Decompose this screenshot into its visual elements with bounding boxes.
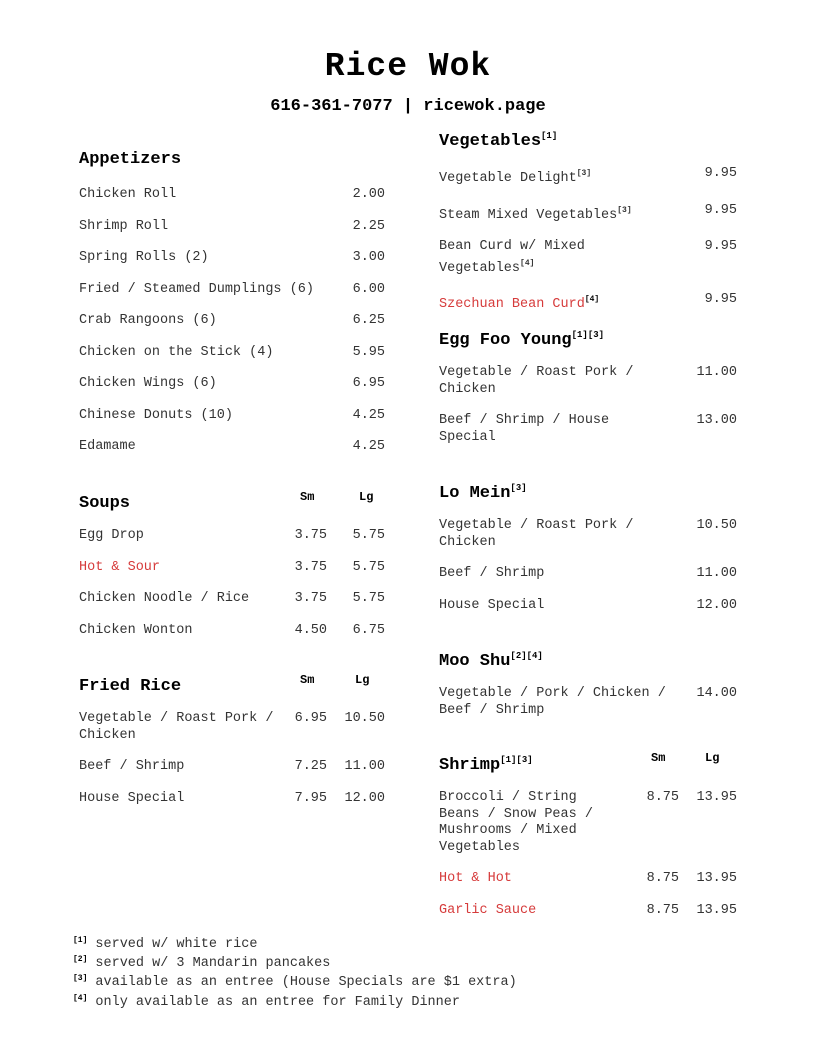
item-price: 13.00 <box>696 413 737 428</box>
item-price-large: 13.95 <box>696 790 737 805</box>
item-name: Fried / Steamed Dumplings (6) <box>79 281 314 297</box>
section-egg-foo-young <box>439 330 737 461</box>
menu-item <box>79 408 385 425</box>
item-price-large: 5.75 <box>352 528 385 543</box>
item-name: Beef / Shrimp / House Special <box>439 413 610 445</box>
section-lo-mein <box>439 483 737 629</box>
item-price: 9.95 <box>704 239 737 254</box>
item-price-large: 6.75 <box>352 622 385 638</box>
footnote-ref: [4] <box>520 258 535 268</box>
menu-item <box>439 365 737 398</box>
item-price: 14.00 <box>696 686 737 701</box>
item-price: 10.50 <box>696 518 737 533</box>
item-price-large: 10.50 <box>344 711 385 726</box>
item-price: 6.95 <box>352 376 385 391</box>
menu-item <box>79 591 385 608</box>
item-name: Shrimp Roll <box>79 218 169 234</box>
item-price: 5.95 <box>352 344 385 360</box>
footnote-ref: [2][4] <box>510 651 543 661</box>
menu-item <box>439 566 737 583</box>
item-price-small: 8.75 <box>646 871 679 886</box>
item-price-large: 11.00 <box>344 759 385 774</box>
footnote-mark: [2] <box>73 955 88 965</box>
footnote-ref: [1][3] <box>500 755 533 765</box>
menu-item <box>79 759 385 776</box>
item-price-small: 8.75 <box>646 790 679 805</box>
item-price-small: 7.95 <box>294 790 327 806</box>
menu-item <box>79 711 385 744</box>
size-large-header: Lg <box>705 751 720 765</box>
footnote <box>73 989 517 1008</box>
footnote-ref: [3] <box>576 169 592 178</box>
menu-item <box>79 250 385 267</box>
size-large-header: Lg <box>359 490 374 504</box>
item-name: Garlic Sauce <box>439 902 537 918</box>
item-name: Chicken Wonton <box>79 622 193 638</box>
footnote-text: only available as an entree for Family Dinner <box>95 994 460 1010</box>
footnote <box>73 931 517 950</box>
menu-item <box>79 219 385 236</box>
menu-item <box>79 528 385 545</box>
section-title: Soups <box>79 494 131 513</box>
menu-item <box>79 623 385 640</box>
footnote-mark: [1] <box>73 936 88 945</box>
item-name: Chicken Wings (6) <box>79 376 217 391</box>
item-price: 2.25 <box>352 218 385 234</box>
item-name: Hot & Hot <box>439 871 512 886</box>
item-price-large: 5.75 <box>352 559 385 575</box>
item-name: Spring Rolls (2) <box>79 250 209 265</box>
item-name: House Special <box>79 790 185 806</box>
section-shrimp <box>439 751 737 934</box>
item-name: Bean Curd w/ Mixed Vegetables[4] <box>439 239 585 276</box>
section-title: Moo Shu[2][4] <box>439 651 543 671</box>
menu-item <box>79 345 385 362</box>
item-name: Egg Drop <box>79 528 144 543</box>
menu-item <box>439 790 737 856</box>
section-moo-shu <box>439 651 737 734</box>
item-name: Chinese Donuts (10) <box>79 407 233 423</box>
item-name: Edamame <box>79 439 136 454</box>
item-name: Vegetable Delight[3] <box>439 169 592 186</box>
section-title: Appetizers <box>79 150 182 169</box>
item-price: 11.00 <box>696 365 737 380</box>
item-price-small: 4.50 <box>294 622 327 638</box>
menu-item <box>79 376 385 393</box>
footnote-text: served w/ 3 Mandarin pancakes <box>95 956 331 972</box>
footnote-ref: [4] <box>584 295 600 304</box>
size-small-header: Sm <box>651 751 666 765</box>
item-name: House Special <box>439 597 545 613</box>
menu-item <box>439 166 737 188</box>
item-price: 6.25 <box>352 313 385 328</box>
menu-item <box>439 871 737 888</box>
item-name: Beef / Shrimp <box>79 759 185 774</box>
menu-item <box>79 187 385 204</box>
item-price-small: 3.75 <box>294 559 327 575</box>
menu-item <box>439 518 737 551</box>
item-name: Crab Rangoons (6) <box>79 313 217 328</box>
section-title: Shrimp[1][3] <box>439 755 533 775</box>
footnote-ref: [1] <box>541 131 558 141</box>
menu-item <box>439 203 737 225</box>
item-price-large: 12.00 <box>344 790 385 806</box>
size-small-header: Sm <box>300 490 315 504</box>
item-price-small: 8.75 <box>646 902 679 918</box>
menu-item <box>439 903 737 920</box>
section-title: Egg Foo Young[1][3] <box>439 330 605 350</box>
item-price: 9.95 <box>704 166 737 181</box>
footnote-mark: [3] <box>73 974 88 984</box>
item-price: 9.95 <box>704 202 737 218</box>
item-price: 4.25 <box>352 407 385 423</box>
item-name: Beef / Shrimp <box>439 566 545 581</box>
item-name: Chicken Roll <box>79 187 177 202</box>
section-fried-rice <box>79 673 385 822</box>
menu-item <box>439 292 737 314</box>
item-price-small: 6.95 <box>294 711 327 726</box>
item-name: Vegetable / Roast Pork / Chicken <box>79 711 274 743</box>
menu-item <box>439 598 737 615</box>
item-price: 12.00 <box>696 597 737 613</box>
item-price: 9.95 <box>704 292 737 307</box>
menu-item <box>439 413 737 446</box>
menu-item <box>79 439 385 456</box>
item-price-large: 13.95 <box>696 902 737 918</box>
menu-item <box>79 791 385 808</box>
item-name: Steam Mixed Vegetables[3] <box>439 205 632 223</box>
size-large-header: Lg <box>355 673 370 687</box>
footnote <box>73 950 517 972</box>
footnote-text: available as an entree (House Specials are $1 extra) <box>95 975 517 991</box>
menu-item <box>79 560 385 577</box>
footnote-text: served w/ white rice <box>95 937 258 952</box>
restaurant-title: Rice Wok <box>324 48 492 85</box>
item-price-large: 13.95 <box>696 871 737 886</box>
footnote-ref: [3] <box>617 205 632 215</box>
item-name: Vegetable / Roast Pork / Chicken <box>439 365 634 397</box>
footnote <box>73 969 517 991</box>
item-price: 2.00 <box>352 187 385 202</box>
item-price: 6.00 <box>352 281 385 297</box>
section-title: Lo Mein[3] <box>439 483 527 503</box>
item-price-small: 3.75 <box>294 528 327 543</box>
menu-item <box>79 282 385 299</box>
section-soups <box>79 490 385 654</box>
item-name: Chicken on the Stick (4) <box>79 344 274 360</box>
footnote-ref: [1][3] <box>571 330 605 340</box>
section-title: Vegetables[1] <box>439 131 558 151</box>
item-price: 4.25 <box>352 439 385 454</box>
item-name: Szechuan Bean Curd[4] <box>439 295 600 312</box>
section-title: Fried Rice <box>79 677 182 696</box>
item-name: Hot & Sour <box>79 559 161 575</box>
menu-item <box>439 239 737 277</box>
footnotes <box>73 931 517 1008</box>
section-vegetables <box>439 131 737 329</box>
item-price: 11.00 <box>696 566 737 581</box>
menu-item <box>439 686 737 719</box>
contact-line: 616-361-7077 | ricewok.page <box>270 97 546 116</box>
item-price: 3.00 <box>352 250 385 265</box>
size-small-header: Sm <box>300 673 315 687</box>
item-name: Vegetable / Pork / Chicken / Beef / Shrimp <box>439 686 666 718</box>
item-price-large: 5.75 <box>352 591 385 606</box>
footnote-mark: [4] <box>73 993 88 1003</box>
item-name: Chicken Noodle / Rice <box>79 591 250 606</box>
menu-item <box>79 313 385 330</box>
item-price-small: 7.25 <box>294 759 327 774</box>
item-name: Vegetable / Roast Pork / Chicken <box>439 518 634 550</box>
section-appetizers <box>79 150 385 471</box>
footnote-ref: [3] <box>510 483 527 493</box>
item-price-small: 3.75 <box>294 591 327 606</box>
item-name: Broccoli / String Beans / Snow Peas / Mushrooms / Mixed Vegetables <box>439 790 593 855</box>
